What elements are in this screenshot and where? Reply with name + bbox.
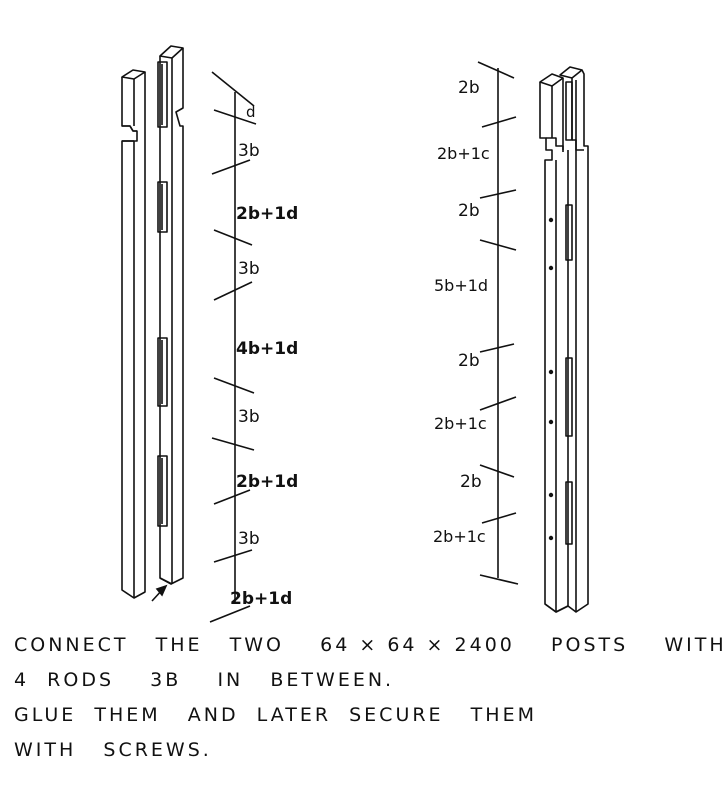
right-dimension-scale	[478, 62, 518, 584]
tick	[480, 575, 518, 584]
right-label-2: 2b+1c	[437, 144, 490, 163]
instruction-line-3: GLUE THEM AND LATER SECURE THEM	[14, 704, 537, 726]
screw-hole	[549, 266, 553, 270]
right-label-4: 5b+1d	[434, 276, 489, 295]
right-label-6: 2b+1c	[434, 414, 487, 433]
instructions	[14, 628, 727, 768]
right-label-3: 2b	[458, 201, 480, 221]
left-label-7: 2b+1d	[236, 472, 299, 492]
rod	[566, 358, 572, 436]
left-scale-labels	[230, 103, 298, 609]
rod	[566, 482, 572, 544]
tick	[214, 378, 254, 393]
left-post-b	[158, 46, 183, 584]
left-label-6: 3b	[238, 407, 260, 427]
instruction-line-1: CONNECT THE TWO 64 × 64 × 2400 POSTS WITH	[14, 634, 727, 656]
right-label-8: 2b+1c	[433, 527, 486, 546]
screw-hole	[549, 420, 553, 424]
tick	[482, 117, 516, 127]
left-label-9: 2b+1d	[230, 589, 293, 609]
right-label-7: 2b	[460, 472, 482, 492]
instruction-line-2: 4 RODS 3B IN BETWEEN.	[14, 669, 395, 691]
tick	[482, 513, 516, 523]
left-label-3: 2b+1d	[236, 204, 299, 224]
screw-hole	[549, 218, 553, 222]
left-label-8: 3b	[238, 529, 260, 549]
left-label-2: 3b	[238, 141, 260, 161]
right-label-5: 2b	[458, 351, 480, 371]
rod	[566, 82, 572, 140]
arrow-icon	[152, 586, 166, 601]
screw-hole	[549, 536, 553, 540]
tick	[214, 490, 250, 504]
tick	[212, 160, 250, 174]
left-label-5: 4b+1d	[236, 339, 299, 359]
tick	[480, 465, 514, 477]
tick	[214, 550, 252, 562]
instruction-line-4: WITH SCREWS.	[14, 739, 212, 761]
left-post-a	[122, 70, 145, 598]
tick	[480, 344, 514, 352]
left-label-4: 3b	[238, 259, 260, 279]
screw-hole	[549, 370, 553, 374]
tick	[214, 282, 252, 300]
tick	[214, 230, 252, 245]
rod	[566, 205, 572, 260]
tick	[212, 438, 254, 450]
right-scale-labels	[433, 78, 490, 546]
assembled-posts	[540, 67, 588, 612]
screw-holes	[549, 218, 553, 540]
left-label-1: d	[246, 103, 256, 121]
right-label-1: 2b	[458, 78, 480, 98]
tick	[212, 72, 254, 106]
screw-hole	[549, 493, 553, 497]
tick	[478, 62, 514, 78]
